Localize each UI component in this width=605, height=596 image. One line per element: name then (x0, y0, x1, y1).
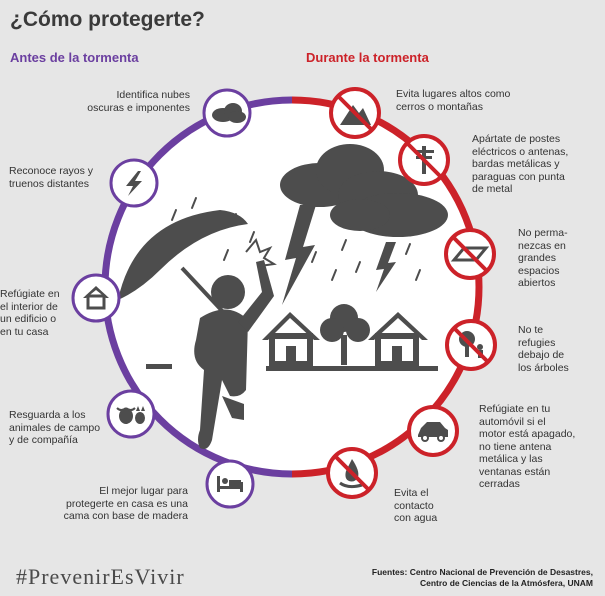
before-tip-animals (9, 409, 107, 447)
tip-text-line: Identifica nubes (116, 89, 190, 101)
tip-text-line: Apártate de postes (472, 133, 561, 145)
tip-text-line: de metal (472, 183, 513, 195)
tip-text-line: bardas metálicas y (472, 158, 560, 170)
before-tip-lightning (9, 165, 119, 190)
sources-line: Centro de Ciencias de la Atmósfera, UNAM (419, 578, 593, 588)
tip-text-line: el interior de (0, 300, 58, 313)
no-water-icon (328, 449, 376, 497)
during-tip-open-spaces (518, 227, 598, 290)
tip-text-line: metálica y las (479, 453, 543, 465)
tip-text-line: en tu casa (0, 325, 49, 338)
no-pole-icon (400, 136, 448, 184)
during-tip-poles (472, 133, 597, 196)
no-tree-icon (447, 321, 495, 369)
before-tip-clouds (60, 89, 190, 114)
tip-text-line: refugies (518, 336, 556, 349)
tip-text-line: Resguarda a los (9, 409, 86, 421)
tip-text-line: Reconoce rayos y (9, 165, 94, 177)
tip-text-line: No te (518, 324, 544, 336)
tip-text-line: cerradas (479, 478, 520, 490)
tip-text-line: grandes (518, 252, 556, 264)
animals-icon (108, 391, 154, 437)
ground-line (266, 366, 438, 371)
ground-line (146, 364, 172, 369)
tip-text-line: animales de campo (9, 421, 101, 434)
tip-text-line: contacto (394, 499, 434, 512)
house-icon (73, 275, 119, 321)
during-tip-high-places (396, 88, 526, 113)
tip-text-line: motor está apagado, (479, 428, 576, 440)
during-tip-water (394, 487, 464, 525)
during-tip-trees (518, 324, 598, 374)
tip-text-line: no tiene antena (479, 440, 552, 453)
tip-text-line: y de compañía (9, 434, 78, 446)
tip-text-line: abiertos (518, 277, 556, 289)
tip-text-line: Refúgiate en (0, 288, 60, 300)
during-tip-car (479, 403, 599, 491)
car-icon (409, 407, 457, 455)
tip-text-line: Refúgiate en tu (479, 403, 551, 415)
tip-text-line: Evita el (394, 487, 429, 499)
tip-text-line: No perma- (518, 227, 568, 239)
tip-text-line: con agua (394, 512, 438, 524)
tip-text-line: un edificio o (0, 313, 57, 325)
bed-icon (207, 461, 253, 507)
no-mountain-icon (331, 89, 379, 137)
tip-text-line: oscuras e imponentes (87, 101, 190, 114)
sources-credit (372, 567, 593, 589)
tip-text-line: automóvil si el (479, 415, 546, 428)
tip-text-line: Evita lugares altos como (396, 88, 511, 100)
page-title: ¿Cómo protegerte? (10, 8, 205, 31)
before-tip-bed (40, 485, 188, 523)
tip-text-line: truenos distantes (9, 177, 89, 190)
cloud-icon (204, 90, 250, 136)
no-open-space-icon (446, 230, 494, 278)
tip-text-line: cerros o montañas (396, 100, 483, 113)
tip-text-line: debajo de (518, 349, 565, 361)
tip-text-line: los árboles (518, 361, 569, 374)
tip-text-line: nezcas en (518, 239, 566, 252)
hashtag-footer: #PrevenirEsVivir (16, 564, 185, 589)
tip-text-line: paraguas con punta (472, 170, 565, 183)
section-header-during: Durante la tormenta (306, 50, 429, 65)
tip-text-line: cama con base de madera (63, 510, 188, 522)
sources-line: Fuentes: Centro Nacional de Prevención de Desastres, (371, 567, 593, 577)
before-tip-shelter (0, 288, 68, 338)
tip-text-line: ventanas están (479, 465, 551, 478)
tip-text-line: espacios (518, 264, 560, 277)
section-header-before: Antes de la tormenta (10, 50, 139, 65)
tip-text-line: eléctricos o antenas, (472, 145, 569, 158)
tip-text-line: protegerte en casa es una (65, 497, 188, 510)
tip-text-line: El mejor lugar para (99, 485, 188, 497)
